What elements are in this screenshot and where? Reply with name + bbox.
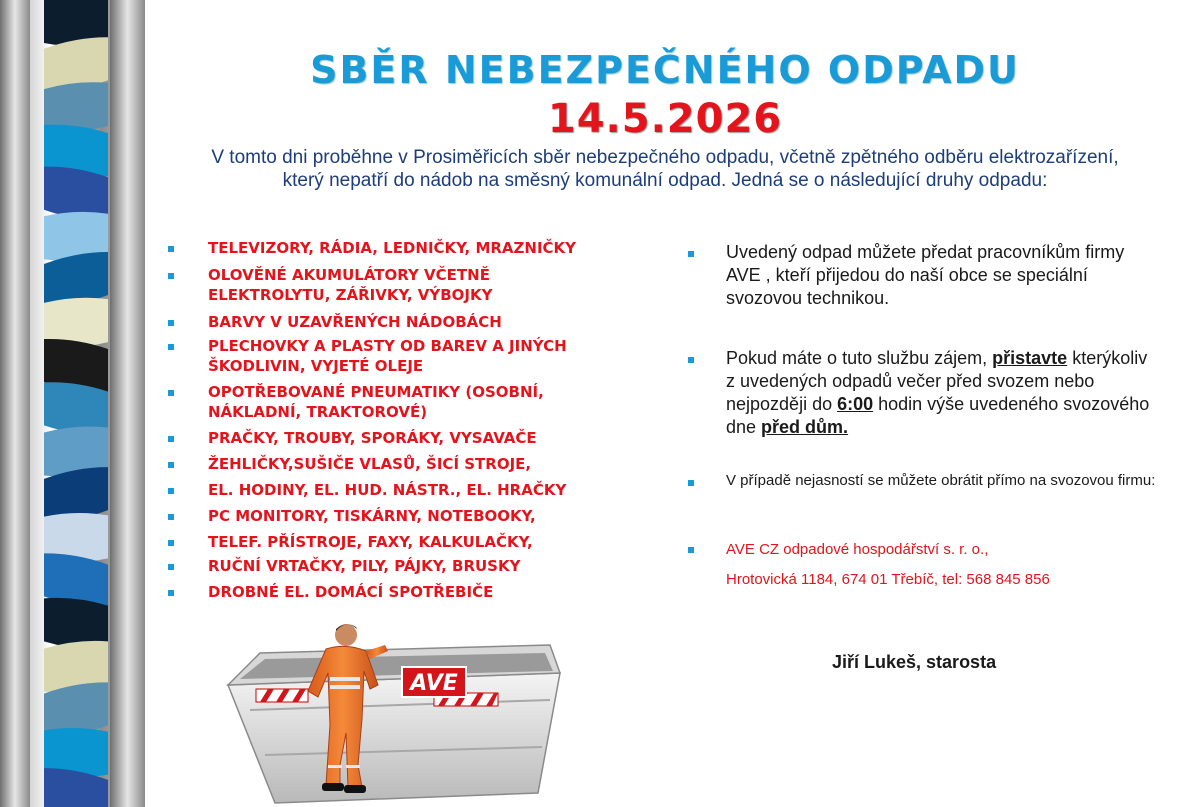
bullet-icon	[168, 320, 174, 326]
intro-line-1: V tomto dni proběhne v Prosiměřicích sběr nebezpečného odpadu, včetně zpětného odběru elektrozařízení,	[211, 147, 1119, 168]
bullet-icon	[168, 590, 174, 596]
bullet-icon	[168, 514, 174, 520]
collection-date: 14.5.2026	[547, 96, 783, 142]
bullet-icon	[688, 480, 694, 486]
bullet-icon	[688, 251, 694, 257]
bullet-icon	[168, 462, 174, 468]
bullet-icon	[688, 547, 694, 553]
bullet-icon	[168, 488, 174, 494]
bullet-icon	[168, 273, 174, 279]
company-name: AVE CZ odpadové hospodářství s. r. o.,	[726, 541, 989, 558]
emphasis-pristavte: přistavte	[992, 348, 1068, 368]
bullet-icon	[168, 246, 174, 252]
svg-text:AVE: AVE	[410, 671, 458, 696]
intro-paragraph	[160, 146, 1170, 192]
emphasis-pred-dum: před dům.	[761, 417, 849, 437]
bullet-icon	[168, 436, 174, 442]
ave-logo	[402, 667, 466, 697]
bullet-icon	[168, 344, 174, 350]
company-address: Hrotovická 1184, 674 01 Třebíč, tel: 568 845 856	[726, 571, 1050, 588]
bullet-icon	[688, 357, 694, 363]
bullet-icon	[168, 390, 174, 396]
bullet-icon	[168, 540, 174, 546]
page-title: SBĚR NEBEZPEČNÉHO ODPADU	[310, 48, 1020, 92]
decorative-wave-strip	[0, 0, 145, 807]
emphasis-time: 6:00	[837, 394, 874, 414]
bullet-icon	[168, 564, 174, 570]
intro-line-2: který nepatří do nádob na směsný komunální odpad. Jedná se o následující druhy odpadu:	[282, 170, 1048, 191]
signature: Jiří Lukeš, starosta	[832, 652, 997, 672]
waste-container-illustration	[220, 615, 580, 807]
